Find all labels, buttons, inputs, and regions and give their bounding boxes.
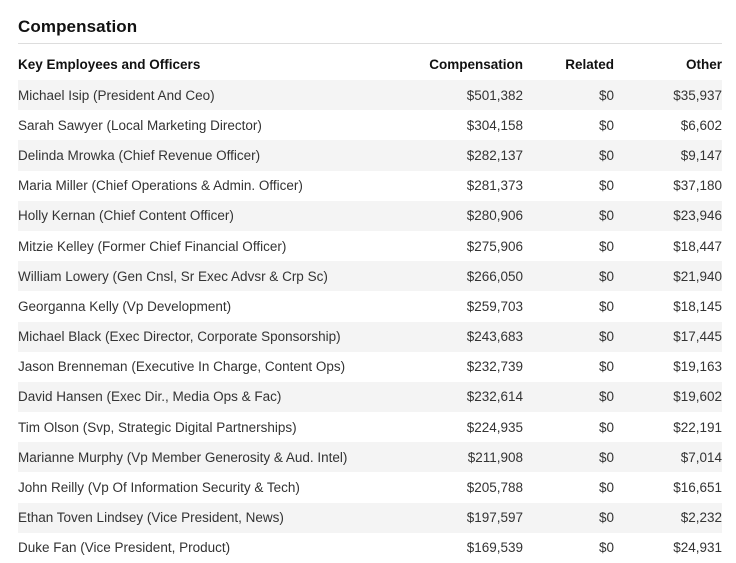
column-header-compensation: Compensation (429, 57, 523, 72)
cell-other: $23,946 (673, 208, 722, 224)
table-row (18, 261, 722, 291)
table-body (18, 80, 722, 563)
cell-compensation: $224,935 (466, 419, 523, 435)
cell-compensation: $304,158 (466, 117, 523, 133)
table-row (18, 322, 722, 352)
compensation-table (18, 49, 722, 563)
table-row (18, 171, 722, 201)
cell-related: $0 (598, 208, 614, 224)
cell-other: $2,232 (680, 510, 722, 526)
cell-compensation: $282,137 (466, 147, 523, 163)
cell-name: Delinda Mrowka (Chief Revenue Officer) (18, 147, 261, 163)
cell-other: $19,602 (673, 389, 722, 405)
cell-name: William Lowery (Gen Cnsl, Sr Exec Advsr & Crp Sc) (18, 268, 328, 284)
title-divider (18, 43, 722, 44)
cell-other: $35,937 (673, 87, 722, 103)
cell-name: Georganna Kelly (Vp Development) (18, 298, 232, 314)
table-row (18, 442, 722, 472)
section-title: Compensation (18, 17, 138, 36)
cell-compensation: $232,739 (466, 359, 523, 375)
cell-name: Holly Kernan (Chief Content Officer) (18, 208, 234, 224)
cell-compensation: $211,908 (467, 449, 523, 465)
cell-name: Jason Brenneman (Executive In Charge, Content Ops) (18, 359, 346, 375)
cell-name: John Reilly (Vp Of Information Security & Tech) (18, 480, 300, 496)
cell-compensation: $205,788 (466, 480, 523, 496)
cell-other: $18,145 (673, 298, 722, 314)
cell-related: $0 (598, 510, 614, 526)
cell-name: Michael Black (Exec Director, Corporate Sponsorship) (18, 329, 341, 345)
cell-related: $0 (598, 147, 614, 163)
cell-other: $18,447 (673, 238, 722, 254)
table-row (18, 140, 722, 170)
cell-compensation: $281,373 (466, 178, 523, 194)
cell-related: $0 (598, 480, 614, 496)
table-row (18, 110, 722, 140)
cell-related: $0 (598, 178, 614, 194)
table-row (18, 201, 722, 231)
cell-other: $7,014 (680, 449, 722, 465)
cell-other: $16,651 (673, 480, 722, 496)
table-row (18, 80, 722, 110)
column-header-other: Other (685, 57, 722, 72)
cell-other: $19,163 (673, 359, 722, 375)
cell-compensation: $280,906 (466, 208, 523, 224)
cell-name: Marianne Murphy (Vp Member Generosity & Aud. Intel) (18, 449, 348, 465)
cell-related: $0 (598, 87, 614, 103)
cell-other: $9,147 (680, 147, 722, 163)
cell-compensation: $266,050 (466, 268, 523, 284)
cell-other: $22,191 (673, 419, 722, 435)
cell-name: Maria Miller (Chief Operations & Admin. Officer) (18, 178, 303, 194)
cell-related: $0 (598, 540, 614, 556)
cell-related: $0 (598, 298, 614, 314)
cell-other: $21,940 (673, 268, 722, 284)
cell-name: Ethan Toven Lindsey (Vice President, News) (18, 510, 284, 526)
cell-other: $24,931 (673, 540, 722, 556)
table-row (18, 412, 722, 442)
cell-name: Mitzie Kelley (Former Chief Financial Officer) (18, 238, 287, 254)
table-row (18, 503, 722, 533)
cell-other: $17,445 (673, 329, 722, 345)
table-row (18, 533, 722, 563)
cell-compensation: $275,906 (466, 238, 523, 254)
cell-name: David Hansen (Exec Dir., Media Ops & Fac) (18, 389, 282, 405)
cell-related: $0 (598, 117, 614, 133)
cell-related: $0 (598, 268, 614, 284)
table-row (18, 352, 722, 382)
cell-related: $0 (598, 238, 614, 254)
cell-name: Sarah Sawyer (Local Marketing Director) (18, 117, 262, 133)
column-header-name: Key Employees and Officers (18, 57, 201, 72)
cell-other: $37,180 (673, 178, 722, 194)
cell-other: $6,602 (680, 117, 722, 133)
cell-related: $0 (598, 419, 614, 435)
column-header-related: Related (565, 57, 614, 72)
cell-compensation: $243,683 (466, 329, 523, 345)
table-row (18, 472, 722, 502)
cell-name: Michael Isip (President And Ceo) (18, 87, 215, 103)
table-header (18, 49, 722, 80)
header-row (18, 49, 722, 80)
cell-compensation: $259,703 (466, 298, 523, 314)
cell-related: $0 (598, 329, 614, 345)
table-row (18, 291, 722, 321)
cell-related: $0 (598, 389, 614, 405)
cell-compensation: $501,382 (466, 87, 523, 103)
cell-compensation: $197,597 (466, 510, 523, 526)
cell-compensation: $169,539 (466, 540, 523, 556)
cell-name: Tim Olson (Svp, Strategic Digital Partnerships) (18, 419, 297, 435)
cell-name: Duke Fan (Vice President, Product) (18, 540, 231, 556)
table-row (18, 231, 722, 261)
cell-related: $0 (598, 359, 614, 375)
cell-related: $0 (598, 449, 614, 465)
table-row (18, 382, 722, 412)
cell-compensation: $232,614 (466, 389, 523, 405)
